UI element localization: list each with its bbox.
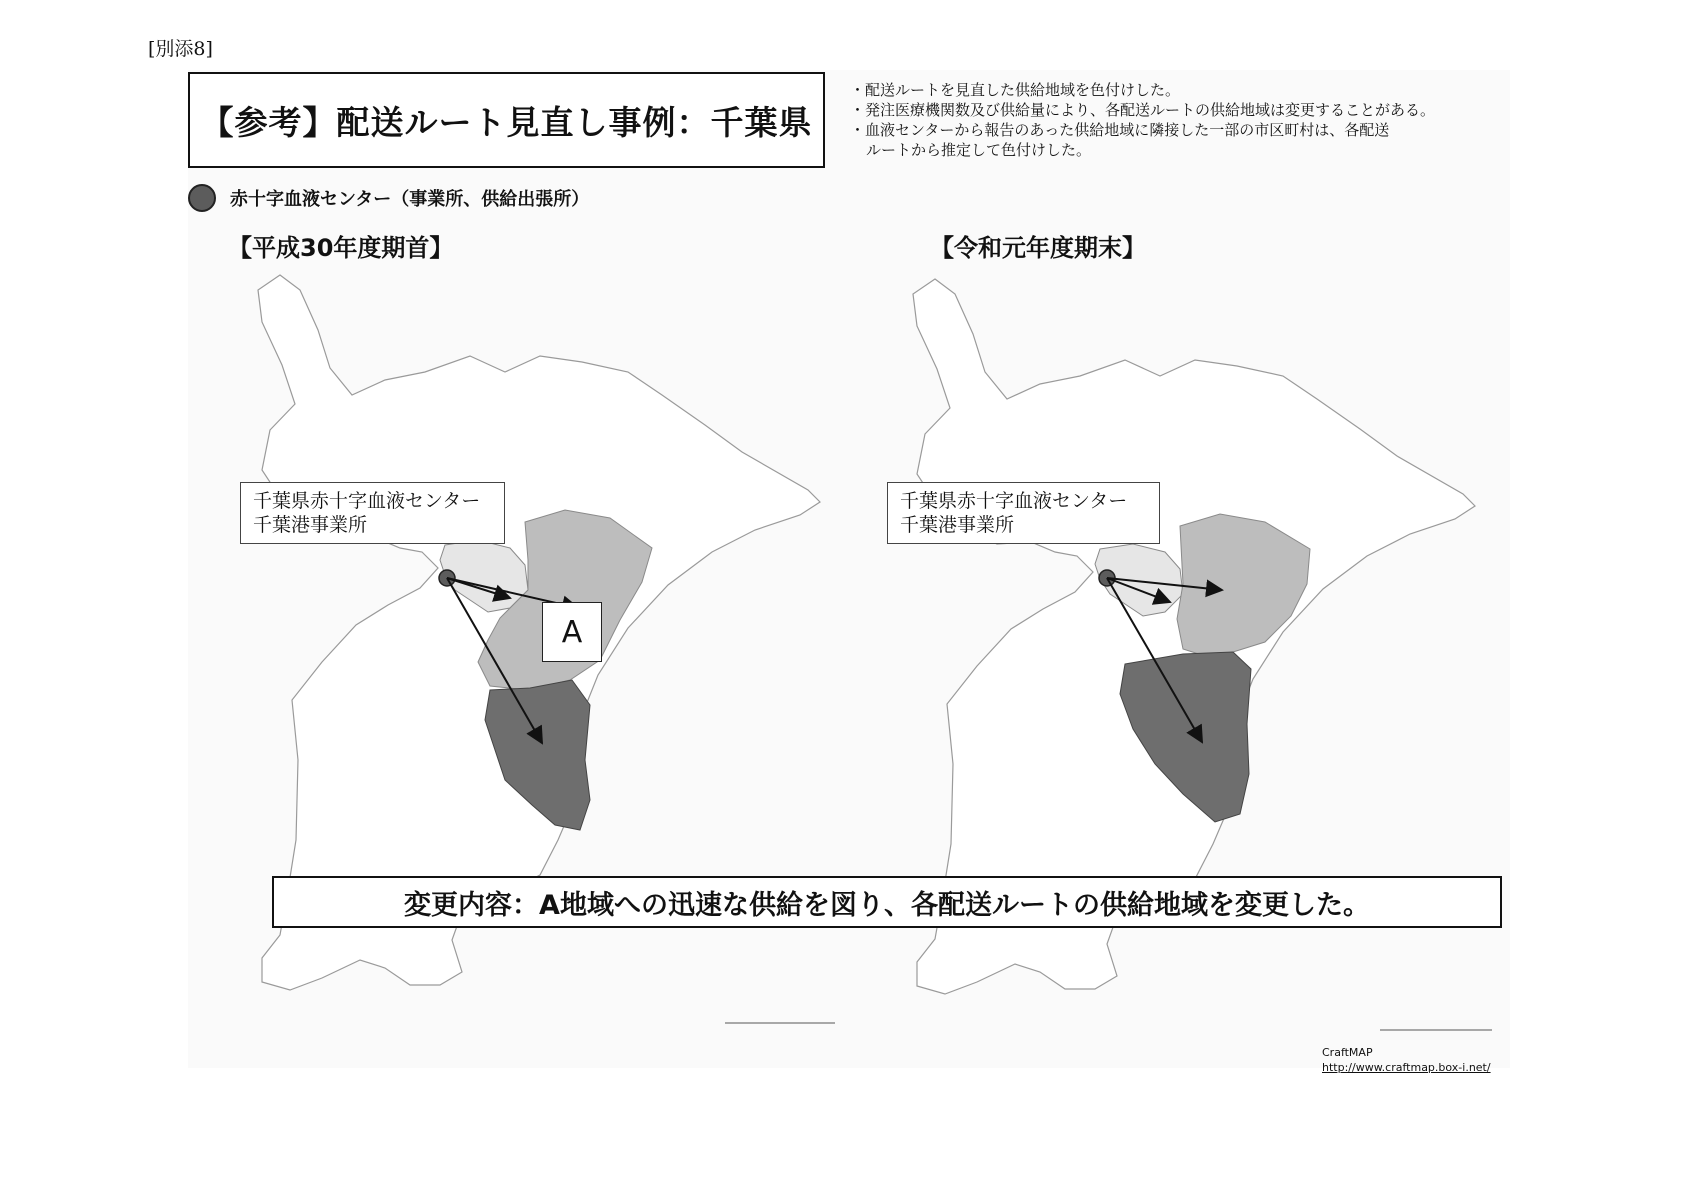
center-label-before	[240, 482, 505, 544]
note-line-4: ルートから推定して色付けした。	[866, 141, 1092, 159]
legend-label: 赤十字血液センター（事業所、供給出張所）	[230, 189, 590, 210]
center-label-after-line-2: 千葉港事業所	[900, 514, 1015, 536]
note-line-3: ・血液センターから報告のあった供給地域に隣接した一部の市区町村は、各配送	[850, 121, 1390, 139]
note-line-2: ・発注医療機関数及び供給量により、各配送ルートの供給地域は変更することがある。	[850, 101, 1436, 119]
credit-name: CraftMAP	[1322, 1046, 1373, 1059]
center-label-before-line-2: 千葉港事業所	[253, 514, 368, 536]
attachment-number: [別添8]	[148, 38, 213, 60]
center-label-after-line-1: 千葉県赤十字血液センター	[900, 490, 1128, 512]
region-a-label: A	[561, 614, 583, 650]
period-label-before: 【平成30年度期首】	[228, 234, 454, 262]
map-credit	[1322, 1045, 1491, 1075]
note-line-1: ・配送ルートを見直した供給地域を色付けした。	[850, 81, 1181, 99]
change-summary	[272, 876, 1502, 928]
credit-url[interactable]: http://www.craftmap.box-i.net/	[1322, 1061, 1491, 1074]
page-title-text: 【参考】配送ルート見直し事例：千葉県	[200, 102, 813, 142]
period-label-after: 【令和元年度期末】	[930, 234, 1146, 262]
region-a-marker	[542, 602, 602, 662]
center-label-before-line-1: 千葉県赤十字血液センター	[253, 490, 481, 512]
center-label-after	[887, 482, 1160, 544]
change-summary-text: 変更内容：A地域への迅速な供給を図り、各配送ルートの供給地域を変更した。	[404, 889, 1370, 921]
